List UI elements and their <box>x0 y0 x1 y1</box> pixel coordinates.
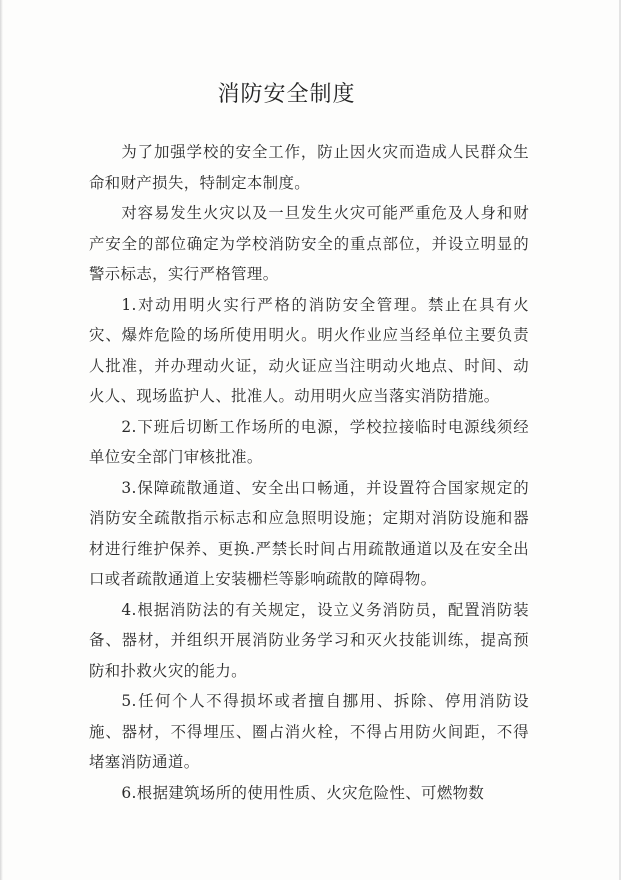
paragraph-rule-2: 2.下班后切断工作场所的电源，学校拉接临时电源线须经单位安全部门审核批准。 <box>89 417 529 466</box>
paragraph-rule-5: 5.任何个人不得损坏或者擅自挪用、拆除、停用消防设施、器材，不得埋压、圈占消火栓，不得占用防火间距，不得堵塞消防通道。 <box>89 692 529 771</box>
paragraph-rule-1: 1.对动用明火实行严格的消防安全管理。禁止在具有火灾、爆炸危险的场所使用明火。明火作业应当经单位主要负责人批准，并办理动火证，动火证应当注明动火地点、时间、动火人、现场监护人、批准人。动用明火应当落实消防措施。 <box>89 295 529 405</box>
paragraph-rule-4: 4.根据消防法的有关规定，设立义务消防员，配置消防装备、器材，并组织开展消防业务学习和灭火技能训练，提高预防和扑救火灾的能力。 <box>89 600 529 680</box>
paragraph-key-areas: 对容易发生火灾以及一旦发生火灾可能严重危及人身和财产安全的部位确定为学校消防安全的重点部位，并设立明显的警示标志，实行严格管理。 <box>89 204 529 283</box>
paragraph-rule-6: 6.根据建筑场所的使用性质、火灾危险性、可燃物数 <box>121 783 485 802</box>
paragraph-intro: 为了加强学校的安全工作，防止因火灾而造成人民群众生命和财产损失，特制定本制度。 <box>89 143 529 192</box>
paragraph-rule-3: 3.保障疏散通道、安全出口畅通，并设置符合国家规定的消防安全疏散指示标志和应急照明设施；定期对消防设施和器材进行维护保养、更换.严禁长时间占用疏散通道以及在安全出口或者疏散通道上安装栅栏等影响疏散的障碍物。 <box>89 478 529 588</box>
document-body <box>89 137 529 808</box>
document-title: 消防安全制度 <box>217 82 356 107</box>
